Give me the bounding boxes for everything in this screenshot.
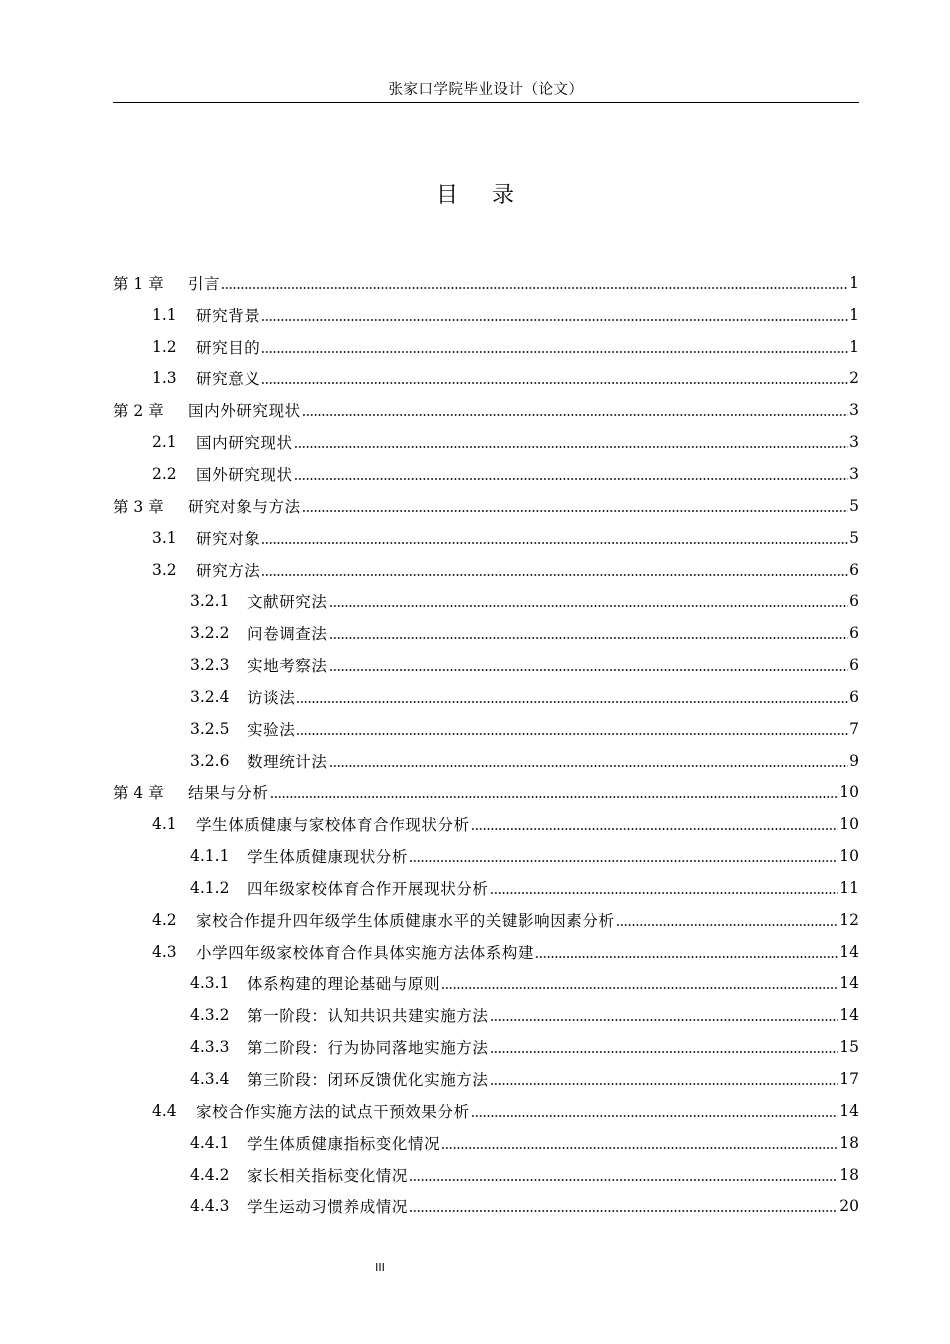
toc-entry-title: 研究对象 bbox=[196, 529, 261, 548]
toc-entry[interactable] bbox=[113, 649, 859, 681]
toc-entry-number: 3.2 bbox=[152, 560, 177, 579]
dot-leader bbox=[616, 923, 839, 927]
toc-entry-title: 结果与分析 bbox=[188, 784, 269, 803]
dot-leader bbox=[261, 381, 848, 385]
toc-entry[interactable] bbox=[113, 840, 859, 872]
toc-entry-page: 10 bbox=[839, 847, 859, 866]
dot-leader bbox=[329, 668, 848, 672]
toc-entry-page: 12 bbox=[839, 910, 859, 929]
toc-entry[interactable] bbox=[113, 554, 859, 586]
toc-entry-title: 文献研究法 bbox=[247, 593, 328, 612]
dot-leader bbox=[471, 827, 839, 831]
toc-entry-title: 研究方法 bbox=[196, 561, 261, 580]
dot-leader bbox=[302, 413, 848, 417]
dot-leader bbox=[302, 509, 848, 513]
toc-entry[interactable] bbox=[113, 331, 859, 363]
toc-entry-number: 2.1 bbox=[152, 433, 177, 452]
toc-entry-title: 四年级家校体育合作开展现状分析 bbox=[247, 879, 489, 898]
toc-entry-title: 第一阶段：认知共识共建实施方法 bbox=[247, 1007, 489, 1026]
toc-entry[interactable] bbox=[113, 1127, 859, 1159]
toc-entry-number: 1.1 bbox=[152, 305, 177, 324]
toc-entry-page: 14 bbox=[839, 1006, 859, 1025]
toc-entry-number: 4.4.2 bbox=[190, 1165, 230, 1184]
toc-entry[interactable] bbox=[113, 299, 859, 331]
toc-entry-title: 数理统计法 bbox=[247, 752, 328, 771]
toc-entry-page: 18 bbox=[839, 1133, 859, 1152]
toc-entry[interactable] bbox=[113, 681, 859, 713]
dot-leader bbox=[270, 795, 839, 799]
toc-entry-number: 4.3.1 bbox=[190, 974, 230, 993]
toc-entry-page: 20 bbox=[839, 1197, 859, 1216]
toc-entry[interactable] bbox=[113, 968, 859, 1000]
toc-entry-title: 访谈法 bbox=[247, 688, 296, 707]
toc-entry-page: 3 bbox=[849, 401, 859, 420]
dot-leader bbox=[329, 604, 848, 608]
table-of-contents bbox=[113, 267, 859, 1222]
dot-leader bbox=[441, 1146, 838, 1150]
toc-entry-title: 实验法 bbox=[247, 720, 296, 739]
toc-entry[interactable] bbox=[113, 522, 859, 554]
toc-entry-number: 4.1.2 bbox=[190, 878, 230, 897]
dot-leader bbox=[261, 318, 848, 322]
dot-leader bbox=[490, 1050, 839, 1054]
toc-entry-page: 10 bbox=[839, 815, 859, 834]
toc-entry[interactable] bbox=[113, 1063, 859, 1095]
toc-entry-title: 小学四年级家校体育合作具体实施方法体系构建 bbox=[196, 943, 535, 962]
toc-entry[interactable] bbox=[113, 808, 859, 840]
toc-entry-number: 第 3 章 bbox=[113, 497, 164, 516]
toc-entry-number: 4.3 bbox=[152, 942, 177, 961]
toc-entry-page: 9 bbox=[849, 751, 859, 770]
toc-entry-page: 14 bbox=[839, 942, 859, 961]
toc-entry-title: 学生体质健康指标变化情况 bbox=[247, 1134, 441, 1153]
toc-entry-page: 3 bbox=[849, 464, 859, 483]
dot-leader bbox=[441, 986, 838, 990]
page-title: 目录 bbox=[435, 183, 548, 208]
toc-entry[interactable] bbox=[113, 999, 859, 1031]
toc-entry-title: 研究背景 bbox=[196, 306, 261, 325]
dot-leader bbox=[296, 732, 848, 736]
toc-entry[interactable] bbox=[113, 713, 859, 745]
toc-entry-number: 4.3.4 bbox=[190, 1070, 230, 1089]
toc-entry-title: 家校合作提升四年级学生体质健康水平的关键影响因素分析 bbox=[196, 911, 615, 930]
dot-leader bbox=[490, 1018, 839, 1022]
toc-entry-title: 研究目的 bbox=[196, 338, 261, 357]
toc-entry-number: 4.2 bbox=[152, 910, 177, 929]
dot-leader bbox=[409, 1178, 838, 1182]
toc-entry[interactable] bbox=[113, 745, 859, 777]
toc-entry-number: 3.1 bbox=[152, 528, 177, 547]
toc-entry-page: 1 bbox=[849, 273, 859, 292]
toc-entry-page: 1 bbox=[849, 305, 859, 324]
toc-entry-title: 体系构建的理论基础与原则 bbox=[247, 975, 441, 994]
toc-entry-number: 第 1 章 bbox=[113, 274, 164, 293]
toc-entry-page: 6 bbox=[849, 560, 859, 579]
dot-leader bbox=[294, 445, 848, 449]
toc-entry-number: 2.2 bbox=[152, 464, 177, 483]
dot-leader bbox=[296, 700, 848, 704]
dot-leader bbox=[409, 859, 838, 863]
page-number: III bbox=[375, 1261, 385, 1274]
toc-entry-title: 家校合作实施方法的试点干预效果分析 bbox=[196, 1102, 470, 1121]
toc-entry-title: 国外研究现状 bbox=[196, 465, 293, 484]
toc-entry-title: 研究意义 bbox=[196, 370, 261, 389]
toc-entry[interactable] bbox=[113, 1159, 859, 1191]
dot-leader bbox=[294, 477, 848, 481]
toc-entry[interactable] bbox=[113, 617, 859, 649]
toc-entry-number: 3.2.5 bbox=[190, 719, 230, 738]
toc-entry-title: 家长相关指标变化情况 bbox=[247, 1166, 409, 1185]
toc-entry-page: 11 bbox=[839, 878, 859, 897]
toc-entry-title: 国内研究现状 bbox=[196, 434, 293, 453]
toc-entry-number: 第 2 章 bbox=[113, 402, 164, 421]
toc-entry-number: 3.2.1 bbox=[190, 592, 230, 611]
toc-entry[interactable] bbox=[113, 585, 859, 617]
toc-entry-page: 15 bbox=[839, 1038, 859, 1057]
toc-entry-title: 学生体质健康现状分析 bbox=[247, 848, 409, 867]
dot-leader bbox=[329, 636, 848, 640]
toc-entry-number: 3.2.6 bbox=[190, 751, 230, 770]
toc-entry[interactable] bbox=[113, 394, 859, 426]
toc-entry-title: 学生运动习惯养成情况 bbox=[247, 1198, 409, 1217]
dot-leader bbox=[490, 891, 839, 895]
dot-leader bbox=[409, 1209, 838, 1213]
toc-entry-number: 4.3.3 bbox=[190, 1038, 230, 1057]
toc-entry-title: 研究对象与方法 bbox=[188, 497, 301, 516]
toc-entry[interactable] bbox=[113, 1095, 859, 1127]
toc-entry-number: 第 4 章 bbox=[113, 784, 164, 803]
toc-entry[interactable] bbox=[113, 1190, 859, 1222]
dot-leader bbox=[535, 955, 838, 959]
toc-entry[interactable] bbox=[113, 458, 859, 490]
toc-entry-number: 3.2.2 bbox=[190, 624, 230, 643]
toc-entry-page: 17 bbox=[839, 1070, 859, 1089]
toc-entry-title: 学生体质健康与家校体育合作现状分析 bbox=[196, 816, 470, 835]
toc-entry[interactable] bbox=[113, 936, 859, 968]
toc-entry-page: 6 bbox=[849, 592, 859, 611]
toc-entry-page: 6 bbox=[849, 687, 859, 706]
header-text: 张家口学院毕业设计（论文） bbox=[388, 82, 584, 98]
toc-entry-title: 第二阶段：行为协同落地实施方法 bbox=[247, 1039, 489, 1058]
toc-entry-page: 14 bbox=[839, 974, 859, 993]
toc-entry-number: 4.4.1 bbox=[190, 1133, 230, 1152]
dot-leader bbox=[471, 1114, 839, 1118]
toc-entry-page: 5 bbox=[849, 496, 859, 515]
toc-entry-page: 18 bbox=[839, 1165, 859, 1184]
toc-entry-number: 4.3.2 bbox=[190, 1006, 230, 1025]
toc-entry[interactable] bbox=[113, 267, 859, 299]
dot-leader bbox=[261, 573, 848, 577]
dot-leader bbox=[329, 764, 848, 768]
toc-entry[interactable] bbox=[113, 872, 859, 904]
toc-entry-number: 4.1.1 bbox=[190, 847, 230, 866]
toc-entry-number: 4.4.3 bbox=[190, 1197, 230, 1216]
toc-entry-number: 4.1 bbox=[152, 815, 177, 834]
toc-entry-title: 第三阶段：闭环反馈优化实施方法 bbox=[247, 1071, 489, 1090]
page-header bbox=[113, 72, 859, 103]
toc-entry-page: 14 bbox=[839, 1101, 859, 1120]
dot-leader bbox=[261, 350, 848, 354]
toc-entry[interactable] bbox=[113, 426, 859, 458]
toc-entry-page: 5 bbox=[849, 528, 859, 547]
toc-entry[interactable] bbox=[113, 1031, 859, 1063]
toc-entry[interactable] bbox=[113, 363, 859, 395]
toc-entry-title: 实地考察法 bbox=[247, 657, 328, 676]
toc-entry-number: 1.2 bbox=[152, 337, 177, 356]
toc-entry[interactable] bbox=[113, 490, 859, 522]
toc-entry-page: 3 bbox=[849, 433, 859, 452]
toc-entry-page: 7 bbox=[849, 719, 859, 738]
toc-entry-title: 国内外研究现状 bbox=[188, 402, 301, 421]
toc-entry-page: 6 bbox=[849, 656, 859, 675]
dot-leader bbox=[221, 286, 848, 290]
toc-entry[interactable] bbox=[113, 904, 859, 936]
toc-entry[interactable] bbox=[113, 777, 859, 809]
toc-entry-number: 1.3 bbox=[152, 369, 177, 388]
toc-entry-number: 3.2.3 bbox=[190, 656, 230, 675]
toc-entry-page: 1 bbox=[849, 337, 859, 356]
dot-leader bbox=[261, 541, 848, 545]
toc-entry-title: 问卷调查法 bbox=[247, 625, 328, 644]
toc-entry-title: 引言 bbox=[188, 274, 221, 293]
toc-entry-number: 4.4 bbox=[152, 1101, 177, 1120]
dot-leader bbox=[490, 1082, 839, 1086]
toc-entry-number: 3.2.4 bbox=[190, 687, 230, 706]
toc-entry-page: 2 bbox=[849, 369, 859, 388]
toc-entry-page: 10 bbox=[839, 783, 859, 802]
toc-entry-page: 6 bbox=[849, 624, 859, 643]
